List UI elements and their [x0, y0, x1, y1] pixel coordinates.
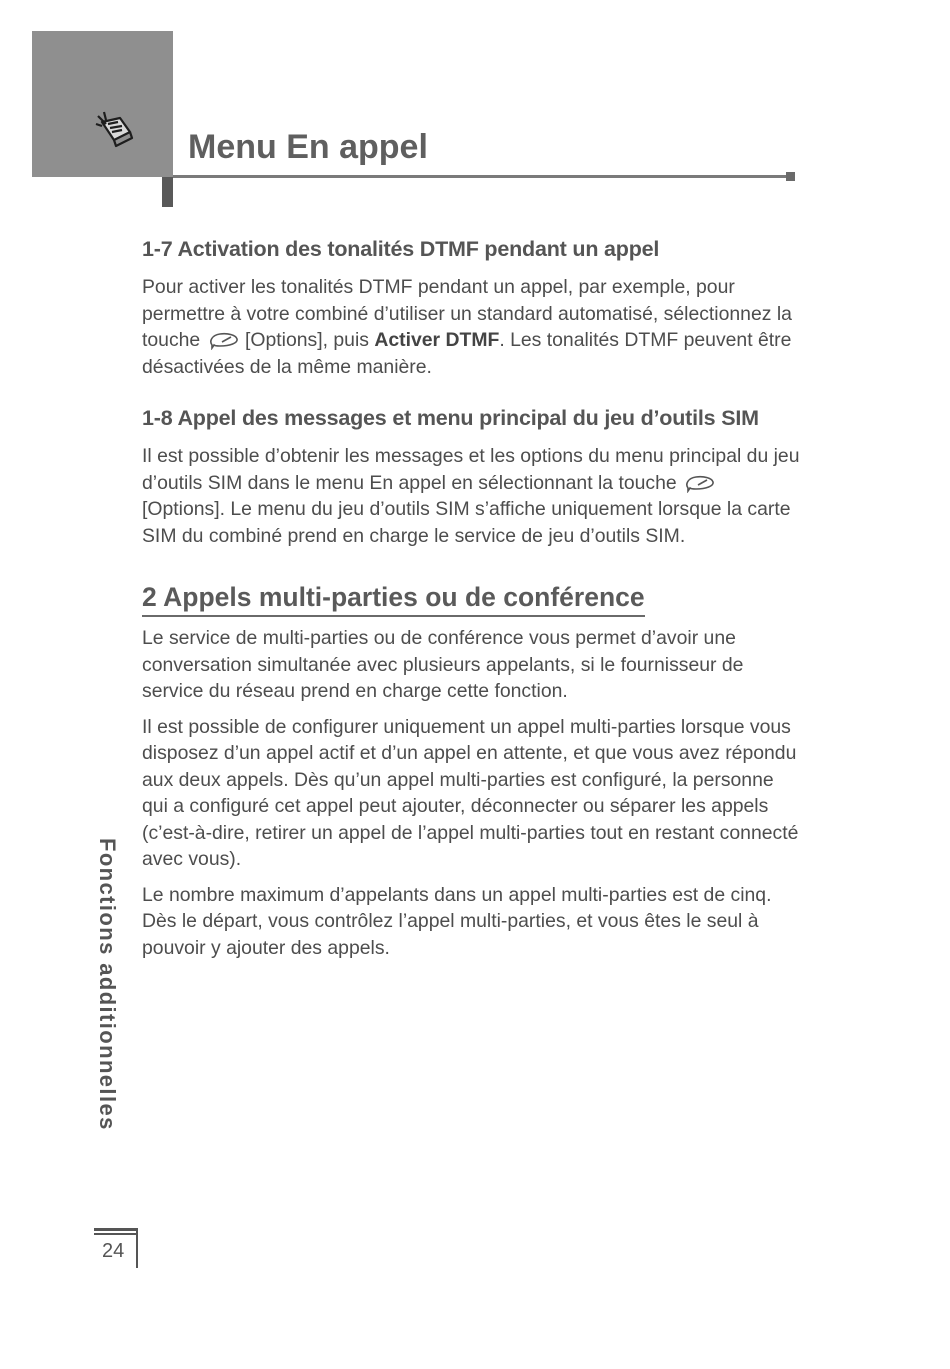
activer-dtmf-label: Activer DTMF	[374, 329, 500, 351]
section-1-7-text-middle: [Options], puis	[239, 329, 375, 351]
section-1-7-text-end: . Les tonalités DTMF peuvent être désactivées de la même manière.	[142, 329, 792, 378]
header-stem	[162, 177, 173, 207]
side-tab	[94, 838, 130, 1218]
title-rule-end	[786, 172, 795, 181]
title-rule	[173, 175, 787, 178]
section-2-paragraph-1: Le service de multi-parties ou de conférence vous permet d’avoir une conversation simultanée avec plusieurs appelants, si le fournisseur de service du réseau prend en charge cette fonction.	[142, 627, 744, 702]
section-1-7-heading: 1-7 Activation des tonalités DTMF pendant un appel	[142, 237, 660, 261]
page-number-bar	[94, 1228, 138, 1231]
section-1-8	[142, 401, 802, 549]
soft-key-icon	[206, 330, 240, 350]
page-number: 24	[102, 1240, 125, 1262]
section-1-7-paragraph	[142, 274, 802, 380]
phone-menu-icon	[92, 110, 136, 150]
soft-key-icon	[682, 473, 716, 493]
section-1-8-paragraph	[142, 443, 802, 549]
section-1-7-text-start: Pour activer les tonalités DTMF pendant un appel, par exemple, pour permettre à votre combiné d’utiliser un standard automatisé, sélectionnez la touche	[142, 276, 792, 351]
header-block	[32, 31, 173, 177]
section-1-8-text-end: [Options]. Le menu du jeu d’outils SIM s’affiche uniquement lorsque la carte SIM du combiné prend en charge le service de jeu d’outils SIM.	[142, 498, 791, 547]
page-number-divider	[136, 1228, 138, 1268]
content	[142, 232, 802, 970]
side-tab-label: Fonctions additionnelles	[95, 838, 120, 1131]
section-1-8-heading: 1-8 Appel des messages et menu principal du jeu d’outils SIM	[142, 406, 759, 430]
section-2-paragraph-2: Il est possible de configurer uniquement un appel multi-parties lorsque vous disposez d’un appel actif et d’un appel en attente, et que vous avez répondu aux deux appels. Dès qu’un appel multi-parties est configuré, la personne qui a configuré cet appel peut ajouter, déconnecter ou séparer les appels (c’est-à-dire, retirer un appel de l’appel multi-parties tout en restant connecté avec vous).	[142, 715, 799, 870]
page-title: Menu En appel	[188, 128, 428, 166]
section-1-8-text-start: Il est possible d’obtenir les messages et les options du menu principal du jeu d’outils SIM dans le menu En appel en sélectionnant la touche	[142, 445, 800, 494]
section-2	[142, 579, 802, 961]
page-number-bar-secondary	[94, 1233, 138, 1235]
section-1-7	[142, 232, 802, 380]
section-2-heading: 2 Appels multi-parties ou de conférence	[142, 579, 645, 617]
section-2-paragraph-3: Le nombre maximum d’appelants dans un appel multi-parties est de cinq. Dès le départ, vous contrôlez l’appel multi-parties, et vous êtes le seul à pouvoir y ajouter des appels.	[142, 883, 772, 959]
